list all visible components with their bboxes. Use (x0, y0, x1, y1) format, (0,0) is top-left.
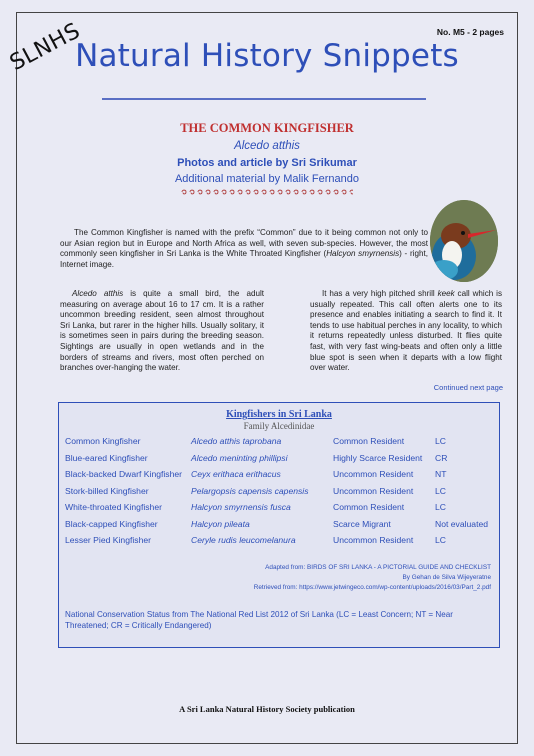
common-name: Stork-billed Kingfisher (65, 485, 149, 496)
scientific-name: Ceyx erithaca erithacus (191, 469, 281, 479)
status: Uncommon Resident (333, 485, 414, 496)
footer-publisher: A Sri Lanka Natural History Society publication (179, 704, 355, 714)
title-rule (102, 98, 426, 100)
scientific-name: Halcyon smyrnensis fusca (191, 502, 291, 512)
common-name: Common Kingfisher (65, 436, 141, 446)
scientific-name: Ceryle rudis leucomelanura (191, 535, 296, 545)
box-subtitle: Family Alcedinidae (243, 421, 315, 431)
table-row (65, 486, 495, 503)
issue-number: No. M5 - 2 pages (436, 27, 504, 37)
common-name: Black-capped Kingfisher (65, 518, 158, 529)
left-column-paragraph: Alcedo atthis is quite a small bird, the adult measuring on average about 16 to 17 cm. It is a rather uncommon breeding resident, seen almost throughout Sri Lanka, but rarer in the higher hills. Usually solitary, it is sometimes seen in pairs during the breeding season. Sightings are usually in open wetlands and in the borders of streams and rivers, most often perched on branches over-hanging the water. (60, 289, 264, 373)
status: Common Resident (333, 502, 405, 512)
status-code: LC (435, 485, 446, 496)
series-title: Natural History Snippets (75, 38, 459, 74)
kingfisher-list-box (58, 402, 500, 648)
status: Uncommon Resident (333, 535, 414, 545)
common-name: Blue-eared Kingfisher (65, 452, 148, 463)
article-byline: Photos and article by Sri Srikumar (177, 157, 357, 169)
scientific-name: Alcedo meninting phillipsi (191, 452, 288, 463)
table-row (65, 502, 495, 519)
intro-paragraph: The Common Kingfisher is named with the prefix “Common” due to it being common not only to our Asian region but in Europe and North Africa as well, with seven sub-species. However, the most commonly seen kingfisher in Sri Lanka is the White Throated Kingfisher (Halcyon smyrnensis) - right, Internet image. (60, 228, 428, 269)
status-code: Not evaluated (435, 518, 489, 529)
article-additional: Additional material by Malik Fernando (174, 173, 360, 185)
continued-next-page: Continued next page (433, 383, 503, 392)
species-list (65, 436, 495, 552)
article-scientific-name: Alcedo atthis (234, 140, 300, 152)
slnhs-corner-mark: SLNHS (6, 18, 85, 77)
table-row (65, 519, 495, 536)
common-name: Lesser Pied Kingfisher (65, 535, 151, 545)
source-line: Adapted from: BIRDS OF SRI LANKA - A PICTORIAL GUIDE AND CHECKLIST (265, 564, 491, 571)
box-title: Kingfishers in Sri Lanka (226, 409, 332, 420)
source-url: Retrieved from: https://www.jetwingeco.com/wp-content/uploads/2016/03/Part_2.pdf (253, 584, 491, 591)
status-code: NT (435, 469, 447, 479)
status: Uncommon Resident (333, 469, 414, 479)
status: Scarce Migrant (333, 518, 391, 529)
source-author: By Gehan de Silva Wijeyeratne (402, 574, 491, 581)
table-row (65, 535, 495, 552)
kingfisher-photo (430, 200, 498, 282)
table-row (65, 453, 495, 470)
right-column-paragraph: It has a very high pitched shrill keek call which is usually repeated. This call often alerts one to its presence and enables initiating a search to find it. It tends to use habitual perches in any locality, to which it returns repeatedly unless disturbed. It flies quite fast, with very fast wing-beats and often only a little blue spot is seen when it departs with a low flight over water. (310, 289, 502, 373)
scientific-name: Pelargopsis capensis capensis (191, 485, 309, 496)
status: Highly Scarce Resident (333, 452, 423, 463)
table-row (65, 469, 495, 486)
scientific-name: Halcyon pileata (191, 518, 250, 529)
table-row (65, 436, 495, 453)
common-name: White-throated Kingfisher (65, 502, 162, 512)
scientific-name: Alcedo atthis taprobana (191, 436, 282, 446)
status-code: LC (435, 436, 446, 446)
decorative-ornament (181, 189, 353, 195)
article-title: THE COMMON KINGFISHER (180, 121, 354, 135)
common-name: Black-backed Dwarf Kingfisher (65, 469, 183, 479)
status-code: CR (435, 452, 448, 463)
status-code: LC (435, 502, 446, 512)
status-code: LC (435, 535, 446, 545)
conservation-status-note: National Conservation Status from The National Red List 2012 of Sri Lanka (LC = Least Concern; NT = Near Threatened; CR = Critically Endangered) (65, 610, 453, 630)
status: Common Resident (333, 436, 405, 446)
